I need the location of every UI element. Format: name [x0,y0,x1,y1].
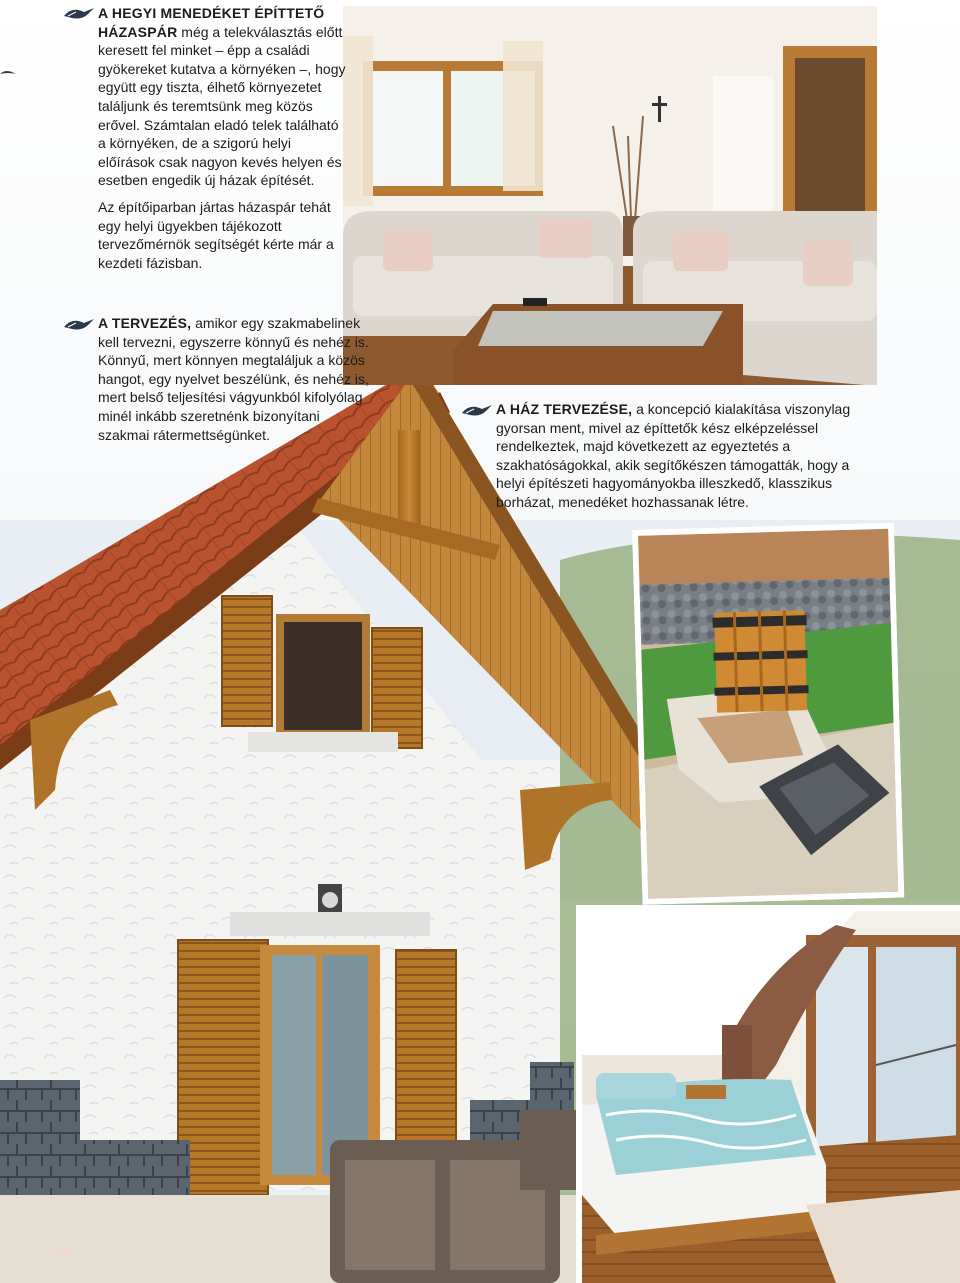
swallow-bullet-icon [62,315,96,333]
bird-silhouette-icon [0,68,16,78]
design-lead: A TERVEZÉS, [98,315,192,331]
swallow-bullet-icon [62,4,96,22]
intro-section [98,4,348,272]
design-paragraph [98,314,373,444]
house-design-paragraph [496,400,876,512]
intro-body: még a telekválasztás előtt keresett fel minket – épp a családi gyökereket kutatva a környéken –, hogy együtt egy tiszta, élhető környezetet találjunk és teremtsünk meg közös erővel. Számtalan eladó telek található a környéken, de a szigorú helyi előírások csak nagyon kevés helyen és esetben engedik új házak építését. [98,23,346,189]
swallow-bullet-icon [460,401,494,419]
intro-lead: A HEGYI MENEDÉKET ÉPÍTTETŐ HÁZASPÁR [98,5,325,40]
house-design-section [496,400,876,512]
garden-fountain-photo [632,523,904,905]
design-body: amikor egy szakmabelinek kell tervezni, egyszerre könnyű és nehéz is. Könnyű, mert könnyen megtaláljuk a közös hangot, egy nyelvet beszélünk, és nehéz is, mert belső teljesítési vágyunkból kifolyólag minél inkább szeretnénk bizonyítani szakmai rátermettségünket. [98,315,369,443]
page-number: 25 [54,1244,72,1260]
house-design-body: a koncepció kialakítása viszonylag gyorsan ment, mivel az építtetők kész elképzeléssel rendelkeztek, majd következett az egyeztetés a szakhatóságokkal, akik segítőkészen támogatták, hogy a helyi építészeti hagyományokba illeszkedő, klasszikus borházat, menedéket hozhassanak létre. [496,401,851,510]
intro-paragraph-2: Az építőiparban jártas házaspár tehát egy helyi ügyekben tájékozott tervezőmérnök segítségét kérte már a kezdeti fázisban. [98,198,334,271]
living-room-photo [343,6,877,385]
bedroom-photo [576,905,960,1283]
house-design-lead: A HÁZ TERVEZÉSE, [496,401,633,417]
intro-paragraph [98,4,348,190]
design-section [98,314,373,444]
